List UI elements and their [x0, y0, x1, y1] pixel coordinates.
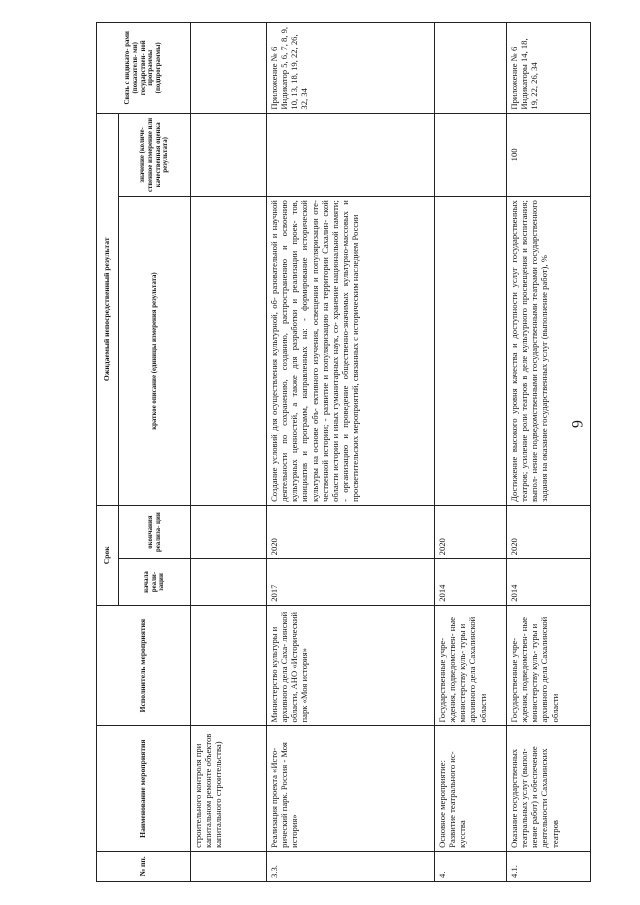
row-desc	[435, 197, 507, 506]
row-name: Оказание государственных театральных услуг (выпол- нение работ) и обеспечение деятельности Сахалинских театров	[507, 726, 591, 851]
table-row	[191, 23, 267, 882]
row-link	[435, 23, 507, 114]
row-name: Основное мероприятие: Развитие театрального ис- кусства	[435, 726, 507, 851]
row-num: 4.1.	[507, 851, 591, 881]
row-start: 2017	[267, 559, 435, 605]
header-term-end: окончания реализа- ции	[119, 505, 191, 558]
table-row	[507, 23, 591, 882]
row-desc: Создание условий для осуществления культурной, об- разовательной и научной деятельности по сохранению, созданию, распространению и освоению культурных ценностей, а также для разработки и реализации проек- тов, инициатив и программ, направленных на: - формирование исторической культуры на основе объ- ективного изучения, освещения и популяризации оте- чественной истории; - развитие и популяризацию на территории Сахалин- ской области истории и иных гуманитарных наук, со- хранение национальной памяти; - организацию и проведение общественно-значимых культурно-массовых и просветительских мероприятий, связанных с историческим наследием России	[267, 197, 435, 506]
row-num: 3.3.	[267, 851, 435, 881]
row-link	[191, 23, 267, 114]
header-result-desc: краткое описание (единицы измерения результата)	[119, 197, 191, 506]
header-result-value: значение (количе- ственное измерение или качественная оценка результата)	[119, 113, 191, 197]
row-link: Приложение № 6 Индикаторы 14, 18, 19, 22, 26, 34	[507, 23, 591, 114]
row-executor: Государственные учре- ждения, подведомствен- ные министерству куль- туры и архивного дела Сахалинской области	[507, 605, 591, 726]
row-end: 2020	[507, 505, 591, 558]
page-number: 6	[568, 420, 585, 428]
row-desc	[191, 197, 267, 506]
row-executor: Государственные учре- ждения, подведомствен- ные министерству куль- туры и архивного дела Сахалинской области	[435, 605, 507, 726]
row-desc: Достижение высокого уровня качества и доступности услуг государственных театров; усиление роли театров в деле культурного просвещения и воспитания; выпол- нение подведомственными государственными театрами государственного задания на оказание государственных услуг (выполнение работ), %	[507, 197, 591, 506]
row-value	[191, 113, 267, 197]
row-end: 2020	[267, 505, 435, 558]
header-num: № пп.	[97, 851, 191, 881]
row-executor	[191, 605, 267, 726]
table-row	[267, 23, 435, 882]
row-link: Приложение № 6 Индикатор 5, 6, 7, 8, 9, 10, 13, 18, 19, 22, 26, 32, 34	[267, 23, 435, 114]
row-value	[435, 113, 507, 197]
row-start	[191, 559, 267, 605]
row-value	[267, 113, 435, 197]
row-start: 2014	[507, 559, 591, 605]
row-name: Реализация проекта «Исто- рический парк. Россия - Моя история»	[267, 726, 435, 851]
program-table	[96, 22, 591, 882]
rotated-table-container	[96, 22, 640, 882]
table-row	[435, 23, 507, 882]
header-name: Наименование мероприятия	[97, 726, 191, 851]
header-term-start: начала реали- зации	[119, 559, 191, 605]
row-end	[191, 505, 267, 558]
row-end: 2020	[435, 505, 507, 558]
row-num	[191, 851, 267, 881]
row-start: 2014	[435, 559, 507, 605]
header-link: Связь с индикато- рами (показателя- ми) государствен- ной программы (подпрограммы)	[97, 23, 191, 114]
header-term: Срок	[97, 505, 119, 605]
row-num: 4.	[435, 851, 507, 881]
row-executor: Министерство культуры и архивного дела Саха- линской области, АНО «Исторический парк «Моя история»	[267, 605, 435, 726]
row-name: строительного контроля при капитальном ремонте объектов капитального строительства)	[191, 726, 267, 851]
header-result: Ожидаемый непосредственный результат	[97, 113, 119, 505]
row-value: 100	[507, 113, 591, 197]
header-executor: Исполнитель мероприятия	[97, 605, 191, 726]
